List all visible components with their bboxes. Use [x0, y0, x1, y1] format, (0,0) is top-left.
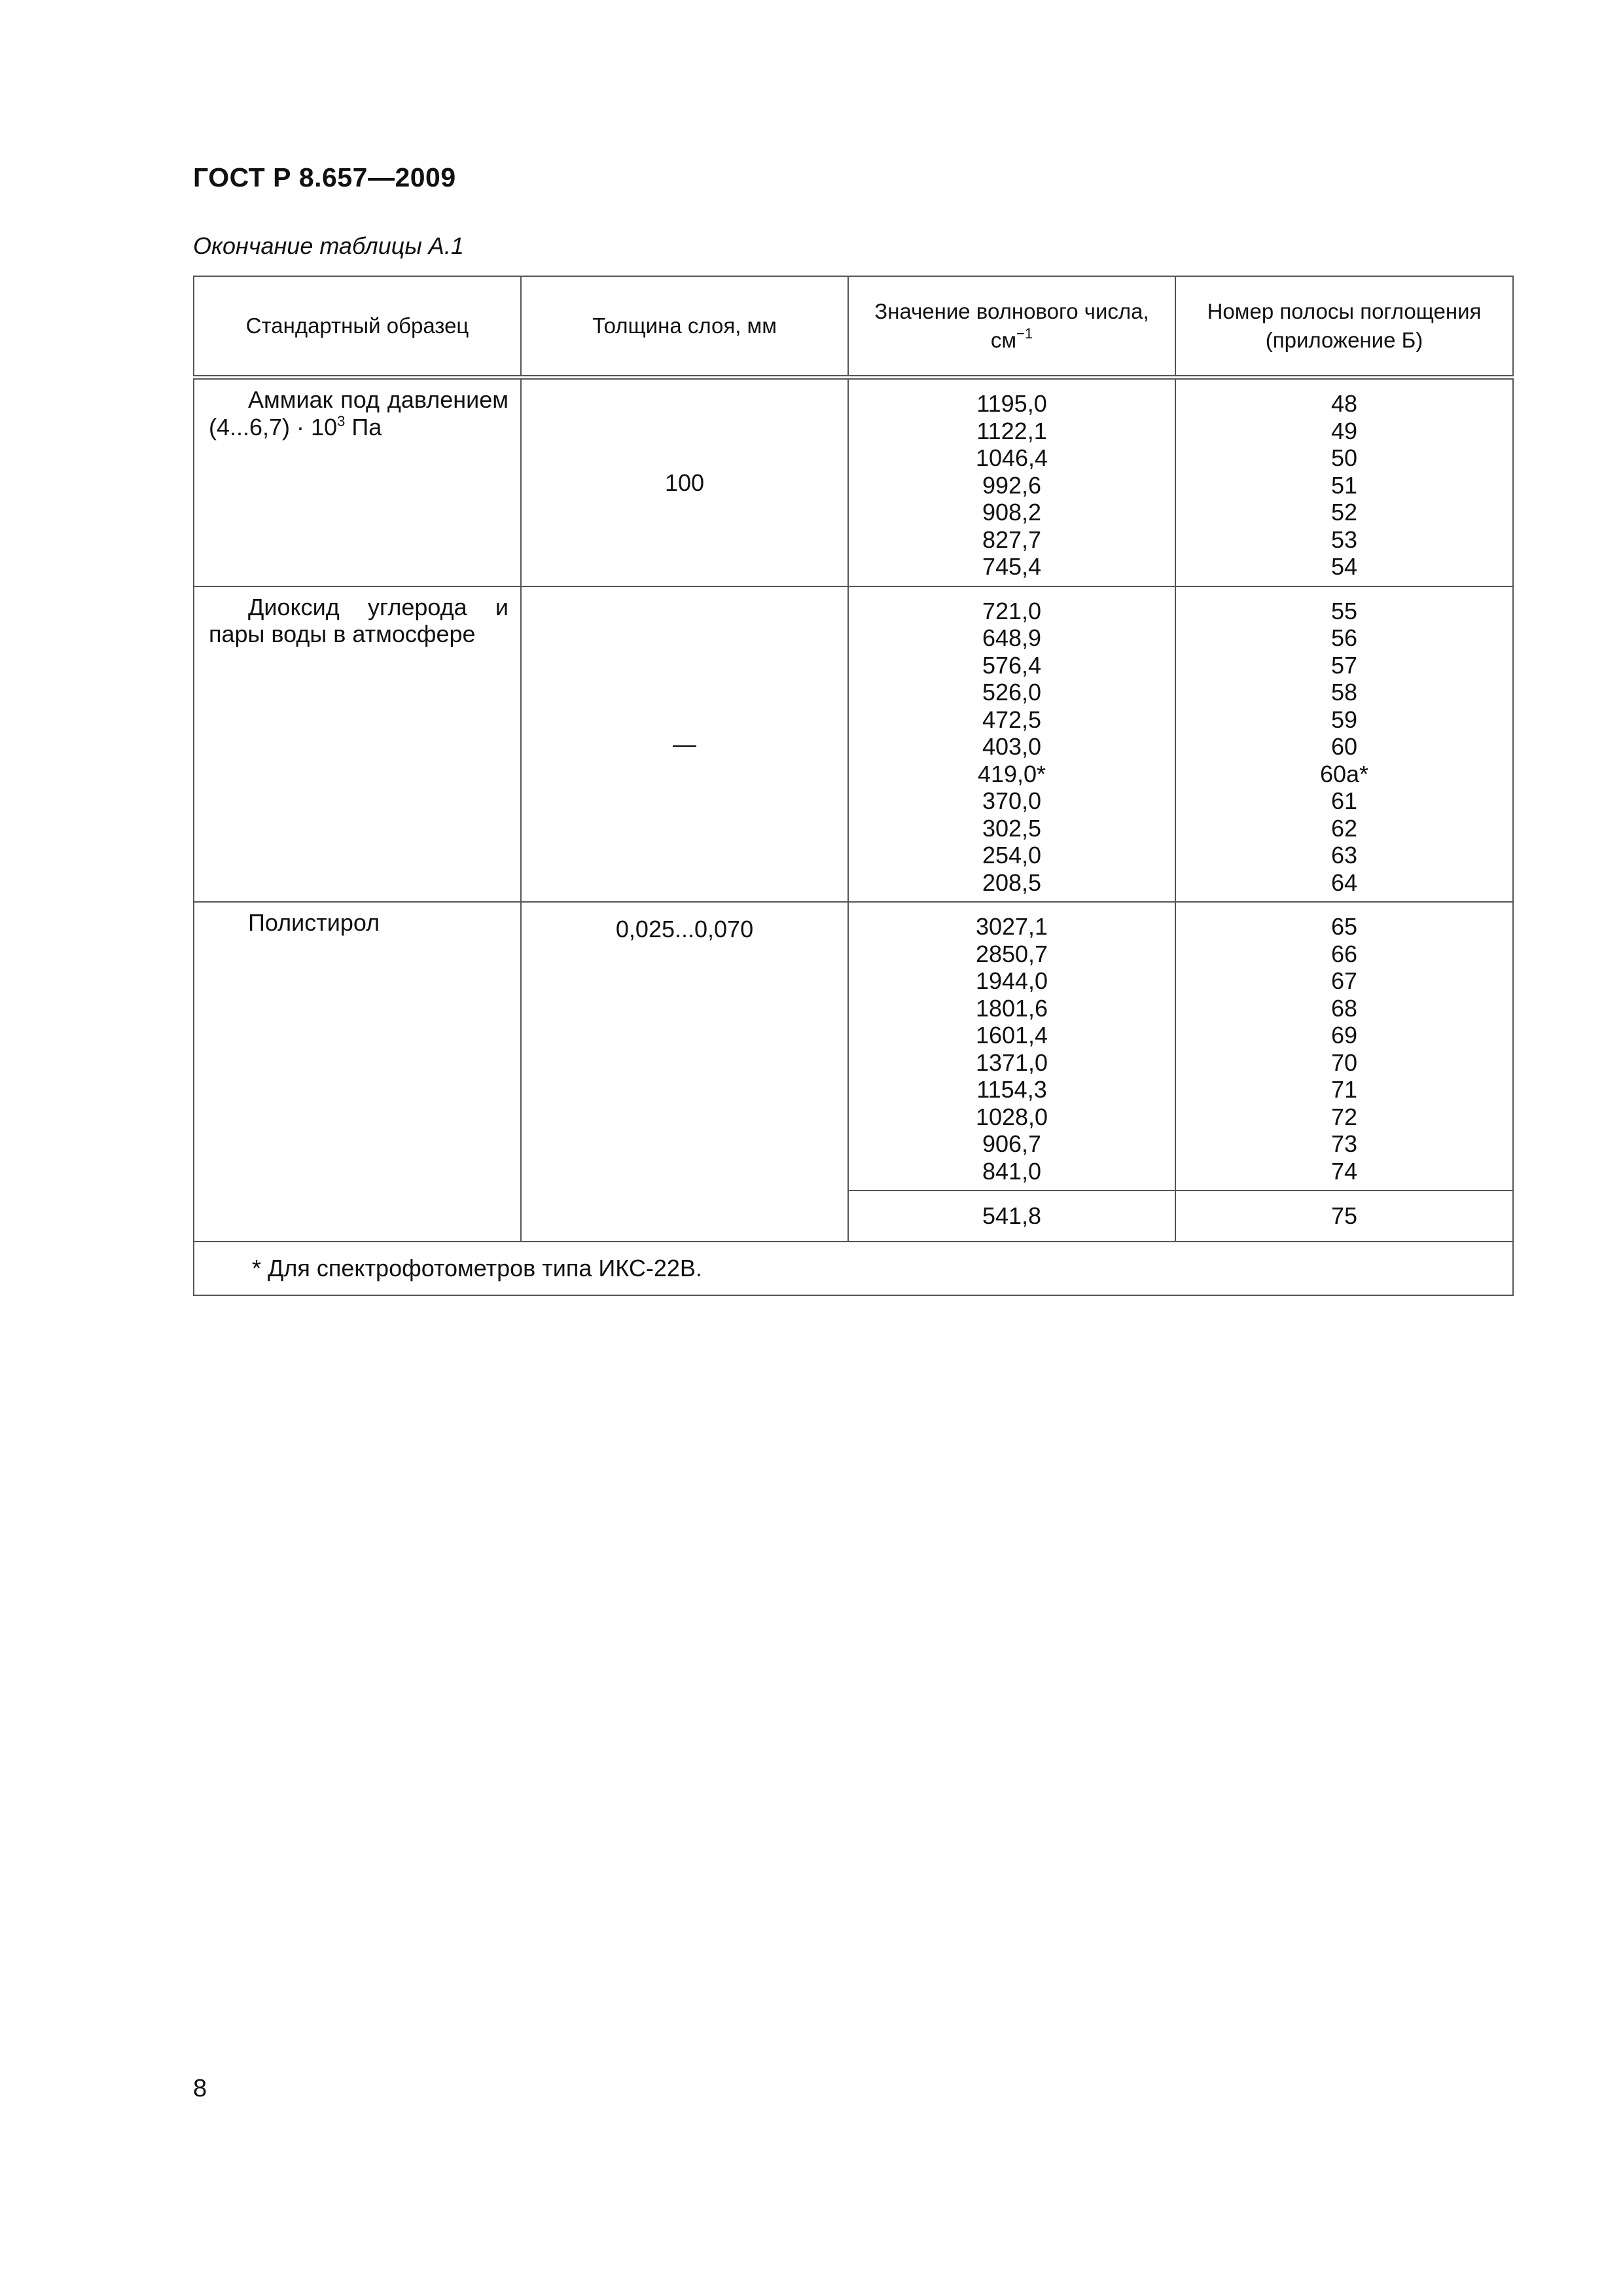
- table-row: [194, 902, 1513, 1191]
- band-value: 74: [1330, 1157, 1358, 1185]
- wavenumber-value: 1371,0: [975, 1049, 1048, 1076]
- band-value: 57: [1330, 651, 1358, 679]
- wavenumber-value: 1028,0: [975, 1103, 1048, 1130]
- band-value: 72: [1330, 1103, 1358, 1130]
- band-value: 67: [1330, 967, 1358, 994]
- footnote-row: [194, 1242, 1513, 1295]
- wavenumber-value: 992,6: [982, 471, 1042, 499]
- wavenumber-value: 648,9: [982, 624, 1042, 651]
- wavenumber-value: 827,7: [982, 526, 1042, 553]
- band-value: 63: [1330, 842, 1358, 869]
- sample-cell: [194, 902, 521, 1242]
- header-band: Номер полосы поглощения (приложение Б): [1175, 276, 1513, 378]
- wavenumber-value: 370,0: [982, 787, 1042, 814]
- band-value: 70: [1330, 1049, 1358, 1076]
- wavenumber-cell: [848, 586, 1175, 903]
- band-value: 49: [1330, 417, 1358, 444]
- band-value: 61: [1330, 787, 1358, 814]
- wavenumber-value: 526,0: [982, 679, 1042, 706]
- wavenumber-value: 908,2: [982, 499, 1042, 526]
- wavenumber-value: 3027,1: [975, 913, 1048, 940]
- band-value: 65: [1330, 913, 1358, 940]
- footnote: * Для спектрофотометров типа ИКС-22В.: [194, 1242, 1513, 1295]
- header-wavenumber-exponent: −1: [1016, 325, 1033, 342]
- wavenumber-value: 541,8: [848, 1191, 1175, 1242]
- band-value: 51: [1330, 471, 1358, 499]
- band-cell: [1175, 902, 1513, 1191]
- wavenumber-value: 721,0: [982, 597, 1042, 624]
- sample-cell: [194, 586, 521, 903]
- thickness-cell: 0,025...0,070: [521, 902, 848, 1242]
- band-cell: [1175, 586, 1513, 903]
- wavenumber-value: 576,4: [982, 651, 1042, 679]
- wavenumber-value: 1944,0: [975, 967, 1048, 994]
- wavenumber-value: 906,7: [982, 1130, 1042, 1157]
- header-sample: Стандартный образец: [194, 276, 521, 378]
- band-value: 60а*: [1319, 760, 1369, 787]
- thickness-cell: 100: [521, 378, 848, 586]
- header-wavenumber: [848, 276, 1175, 378]
- wavenumber-value: 302,5: [982, 814, 1042, 842]
- band-value: 48: [1330, 390, 1358, 417]
- wavenumber-value: 254,0: [982, 842, 1042, 869]
- band-value: 62: [1330, 814, 1358, 842]
- wavenumber-value: 1801,6: [975, 994, 1048, 1022]
- wavenumber-value: 1601,4: [975, 1022, 1048, 1049]
- sample-name: Аммиак под давлением (4...6,7) · 10: [209, 386, 508, 440]
- band-value: 69: [1330, 1022, 1358, 1049]
- wavenumber-value: 2850,7: [975, 940, 1048, 967]
- band-value: 64: [1330, 869, 1358, 896]
- band-value: 52: [1330, 499, 1358, 526]
- band-value: 56: [1330, 624, 1358, 651]
- band-cell: [1175, 378, 1513, 586]
- band-value: 73: [1330, 1130, 1358, 1157]
- band-value: 59: [1330, 706, 1358, 733]
- sample-cell: [194, 378, 521, 586]
- page-number: 8: [193, 2075, 207, 2102]
- wavenumber-cell: [848, 378, 1175, 586]
- wavenumber-cell: [848, 902, 1175, 1191]
- wavenumber-value: 1122,1: [976, 417, 1047, 444]
- wavenumber-value: 1046,4: [975, 444, 1048, 471]
- table-caption: Окончание таблицы А.1: [193, 232, 464, 259]
- sample-exponent: 3: [337, 412, 346, 429]
- band-value: 50: [1330, 444, 1358, 471]
- header-wavenumber-label: Значение волнового числа, см: [874, 299, 1149, 352]
- sample-name: Диоксид углерода и пары воды в атмосфере: [209, 593, 508, 647]
- band-value: 66: [1330, 940, 1358, 967]
- band-value: 58: [1330, 679, 1358, 706]
- wavenumber-value: 403,0: [982, 733, 1042, 760]
- wavenumber-value: 472,5: [982, 706, 1042, 733]
- spectral-table: [193, 276, 1514, 1296]
- wavenumber-value: 1154,3: [976, 1076, 1047, 1103]
- band-value: 55: [1330, 597, 1358, 624]
- wavenumber-value: 841,0: [982, 1157, 1042, 1185]
- wavenumber-value: 1195,0: [976, 390, 1047, 417]
- sample-unit: Па: [345, 413, 382, 440]
- sample-name: Полистирол: [248, 909, 380, 936]
- table-row: [194, 586, 1513, 903]
- thickness-cell: —: [521, 586, 848, 903]
- band-value: 75: [1175, 1191, 1513, 1242]
- document-code: ГОСТ Р 8.657—2009: [193, 162, 456, 192]
- band-value: 53: [1330, 526, 1358, 553]
- wavenumber-value: 208,5: [982, 869, 1042, 896]
- table-row: [194, 378, 1513, 586]
- table-header-row: [194, 276, 1513, 378]
- header-thickness: Толщина слоя, мм: [521, 276, 848, 378]
- band-value: 71: [1330, 1076, 1358, 1103]
- wavenumber-value: 419,0*: [977, 760, 1046, 787]
- band-value: 60: [1330, 733, 1358, 760]
- wavenumber-value: 745,4: [982, 553, 1042, 580]
- band-value: 54: [1330, 553, 1358, 580]
- band-value: 68: [1330, 994, 1358, 1022]
